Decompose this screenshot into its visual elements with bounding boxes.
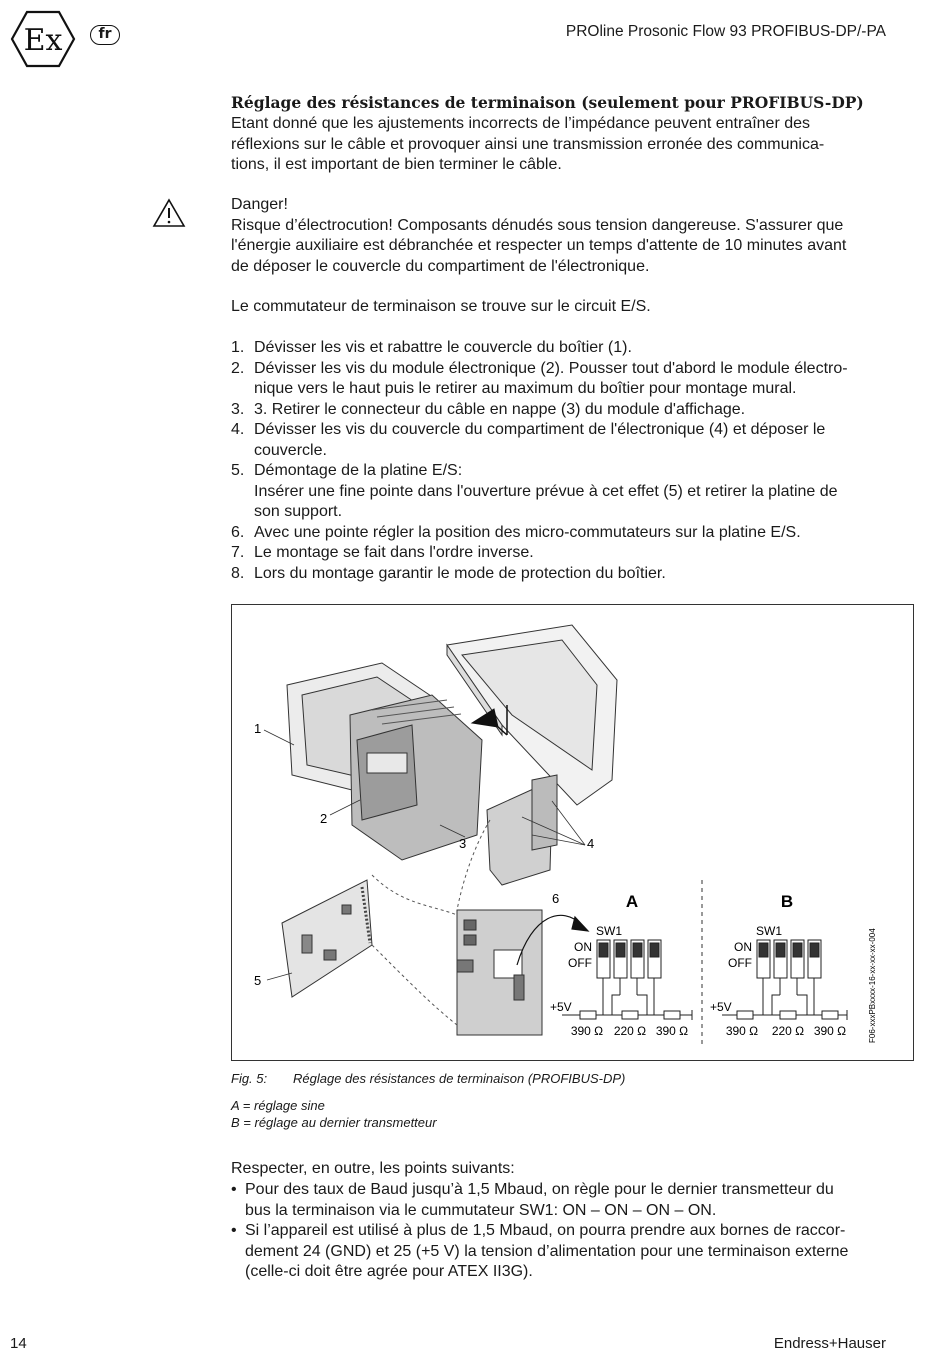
callout-4: 4 — [587, 836, 595, 851]
step-number: 1. — [231, 339, 245, 356]
figure-code: F06-xxxPBxxxx-16-xx-xx-xx-004 — [868, 928, 877, 1043]
lang-badge: fr — [90, 25, 120, 45]
warning-line: l'énergie auxiliaire est débranchée et respecter un temps d'attente de 10 minutes avant — [231, 237, 847, 254]
header — [0, 0, 950, 70]
step-number: 5. — [231, 462, 245, 479]
step-text: Dévisser les vis du module électronique (2). Pousser tout d'abord le module électro- — [254, 359, 848, 377]
panel-a-vplus: +5V — [550, 1000, 572, 1014]
legend-a: A = réglage sine — [231, 1098, 325, 1113]
step-text: son support. — [254, 503, 343, 520]
step-number: 4. — [231, 421, 245, 438]
panel-a-r1: 390 Ω — [570, 1024, 604, 1038]
page-number: 14 — [10, 1335, 27, 1352]
steps-list — [231, 338, 871, 584]
panel-a-title: A — [625, 892, 639, 911]
notes-intro: Respecter, en outre, les points suivants: — [231, 1160, 515, 1177]
figure-frame — [231, 604, 914, 1061]
callout-5: 5 — [254, 973, 262, 988]
callout-6: 6 — [552, 891, 560, 906]
document-title: PROline Prosonic Flow 93 PROFIBUS-DP/-PA — [565, 23, 886, 40]
step-item — [231, 400, 871, 421]
step-item — [231, 420, 871, 461]
panel-b-on-label: ON — [734, 940, 752, 954]
panel-b-r3: 390 Ω — [813, 1024, 847, 1038]
step-item — [231, 523, 871, 544]
panel-a-r3: 390 Ω — [655, 1024, 689, 1038]
section-title: Réglage des résistances de terminaison (seulement pour PROFIBUS-DP) — [231, 93, 864, 112]
note-text: dement 24 (GND) et 25 (+5 V) la tension d’alimentation pour une terminaison externe — [245, 1242, 849, 1260]
step-text: Démontage de la platine E/S: — [254, 462, 463, 479]
ex-logo — [10, 10, 76, 68]
bullet-icon: • — [231, 1181, 237, 1198]
step-number: 7. — [231, 544, 245, 561]
step-item — [231, 543, 871, 564]
step-item — [231, 359, 871, 400]
panel-b-r2: 220 Ω — [771, 1024, 805, 1038]
step-number: 2. — [231, 359, 245, 377]
panel-a-sw-label: SW1 — [595, 924, 623, 938]
warning-line: de déposer le couvercle du compartiment de l'électronique. — [231, 257, 650, 275]
callout-2: 2 — [320, 811, 328, 826]
note-text: (celle-ci doit être agrée pour ATEX II3G). — [245, 1263, 533, 1280]
bullet-icon: • — [231, 1222, 237, 1239]
step-text: Dévisser les vis du couvercle du compartiment de l'électronique (4) et déposer le — [254, 421, 826, 438]
step-text: Lors du montage garantir le mode de protection du boîtier. — [254, 564, 666, 582]
warning-line: Risque d’électrocution! Composants dénudés sous tension dangereuse. S'assurer que — [231, 216, 844, 234]
warning-icon — [152, 198, 186, 228]
terminating-resistor-diagram — [232, 605, 913, 1060]
board-detail — [457, 910, 542, 1035]
step-text: nique vers le haut puis le retirer au maximum du boîtier pour montage mural. — [254, 380, 797, 397]
panel-a — [550, 892, 692, 1038]
intro-paragraph — [231, 114, 871, 176]
panel-b — [710, 892, 847, 1038]
panel-a-r2: 220 Ω — [613, 1024, 647, 1038]
intro-line: réflexions sur le câble et provoquer ainsi une transmission erronée des communica- — [231, 135, 825, 153]
note-item — [231, 1180, 871, 1221]
panel-a-off-label: OFF — [568, 956, 592, 970]
panel-b-off-label: OFF — [728, 956, 752, 970]
figure-caption: Réglage des résistances de terminaison (PROFIBUS-DP) — [293, 1071, 626, 1086]
panel-b-title: B — [780, 892, 794, 911]
warning-label: Danger! — [231, 196, 288, 213]
figure-label: Fig. 5: — [231, 1071, 268, 1086]
ex-logo-text: Ex — [23, 23, 63, 58]
step-item — [231, 338, 871, 359]
step-number: 3. — [231, 400, 245, 418]
note-text: bus la terminaison via le cummutateur SW1: ON – ON – ON – ON. — [245, 1201, 717, 1219]
warning-block — [231, 195, 871, 277]
legend-b: B = réglage au dernier transmetteur — [231, 1115, 437, 1130]
switch-location-text: Le commutateur de terminaison se trouve sur le circuit E/S. — [231, 298, 651, 315]
intro-line: Etant donné que les ajustements incorrects de l’impédance peuvent entraîner des — [231, 115, 811, 132]
brand-name: Endress+Hauser — [773, 1335, 886, 1352]
intro-line: tions, il est important de bien terminer le câble. — [231, 156, 562, 173]
panel-b-r1: 390 Ω — [725, 1024, 759, 1038]
housing-illustration — [287, 625, 617, 885]
notes-list — [231, 1180, 871, 1283]
step-text: Le montage se fait dans l'ordre inverse. — [254, 544, 534, 561]
note-item — [231, 1221, 871, 1283]
callout-1: 1 — [254, 721, 262, 736]
note-text: Si l’appareil est utilisé à plus de 1,5 Mbaud, on pourra prendre aux bornes de raccor- — [245, 1222, 846, 1239]
panel-a-on-label: ON — [574, 940, 592, 954]
step-text: Insérer une fine pointe dans l'ouverture prévue à cet effet (5) et retirer la platine de — [254, 482, 838, 500]
step-text: Avec une pointe régler la position des micro-commutateurs sur la platine E/S. — [254, 523, 801, 541]
step-text: couvercle. — [254, 441, 327, 459]
io-board-illustration — [282, 880, 372, 997]
step-item — [231, 564, 871, 585]
step-text: 3. Retirer le connecteur du câble en nappe (3) du module d'affichage. — [254, 400, 746, 418]
note-text: Pour des taux de Baud jusqu’à 1,5 Mbaud, on règle pour le dernier transmetteur du — [245, 1181, 834, 1198]
step-item — [231, 461, 871, 523]
panel-b-sw-label: SW1 — [755, 924, 783, 938]
step-text: Dévisser les vis et rabattre le couvercle du boîtier (1). — [254, 339, 632, 356]
panel-b-vplus: +5V — [710, 1000, 732, 1014]
callout-3: 3 — [459, 836, 467, 851]
step-number: 8. — [231, 564, 245, 582]
step-number: 6. — [231, 523, 245, 541]
